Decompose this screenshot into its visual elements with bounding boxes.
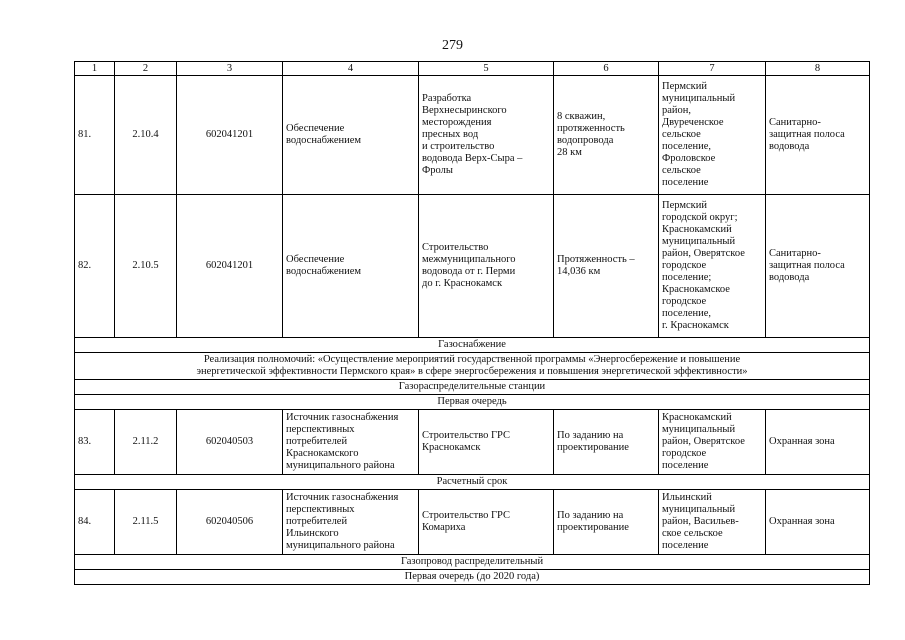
object-purpose: Обеспечение водоснабжением xyxy=(283,76,419,195)
table-row xyxy=(75,410,870,475)
section-row xyxy=(75,395,870,410)
column-number: 4 xyxy=(283,62,419,76)
table-row xyxy=(75,76,870,195)
protection-zone: Санитарно- защитная полоса водовода xyxy=(766,195,870,338)
object-purpose: Источник газоснабжения перспективных потребителей Краснокамского муниципального района xyxy=(283,410,419,475)
column-number: 8 xyxy=(766,62,870,76)
object-description: Строительство ГРС Комариха xyxy=(419,490,554,555)
column-number: 7 xyxy=(659,62,766,76)
plan-table xyxy=(74,61,870,585)
object-code: 2.11.2 xyxy=(115,410,177,475)
object-location: Краснокамский муниципальный район, Оверятское городское поселение xyxy=(659,410,766,475)
object-parameters: 8 скважин, протяженность водопровода 28 км xyxy=(554,76,659,195)
section-heading: Газораспределительные станции xyxy=(75,380,870,395)
row-number: 84. xyxy=(75,490,115,555)
section-row xyxy=(75,338,870,353)
object-location: Ильинский муниципальный район, Васильев- ское сельское поселение xyxy=(659,490,766,555)
column-number: 2 xyxy=(115,62,177,76)
object-code: 2.10.4 xyxy=(115,76,177,195)
section-heading: Газопровод распределительный xyxy=(75,555,870,570)
object-code: 2.10.5 xyxy=(115,195,177,338)
object-parameters: По заданию на проектирование xyxy=(554,490,659,555)
object-id: 602040503 xyxy=(177,410,283,475)
table-row xyxy=(75,490,870,555)
row-number: 82. xyxy=(75,195,115,338)
object-purpose: Источник газоснабжения перспективных потребителей Ильинского муниципального района xyxy=(283,490,419,555)
section-row xyxy=(75,555,870,570)
object-id: 602041201 xyxy=(177,76,283,195)
section-row xyxy=(75,475,870,490)
row-number: 83. xyxy=(75,410,115,475)
object-purpose: Обеспечение водоснабжением xyxy=(283,195,419,338)
protection-zone: Охранная зона xyxy=(766,490,870,555)
column-number-row xyxy=(75,62,870,76)
object-description: Строительство межмуниципального водовода от г. Перми до г. Краснокамск xyxy=(419,195,554,338)
object-id: 602040506 xyxy=(177,490,283,555)
object-id: 602041201 xyxy=(177,195,283,338)
protection-zone: Санитарно- защитная полоса водовода xyxy=(766,76,870,195)
table-row xyxy=(75,195,870,338)
section-heading: Первая очередь (до 2020 года) xyxy=(75,570,870,585)
section-row xyxy=(75,353,870,380)
object-description: Строительство ГРС Краснокамск xyxy=(419,410,554,475)
object-location: Пермский городской округ; Краснокамский муниципальный район, Оверятское городское поселение; Краснокамское городское поселение, г. Краснокамск xyxy=(659,195,766,338)
column-number: 5 xyxy=(419,62,554,76)
section-heading: Расчетный срок xyxy=(75,475,870,490)
column-number: 1 xyxy=(75,62,115,76)
section-heading: Реализация полномочий: «Осуществление мероприятий государственной программы «Энергосбережение и повышение энергетической эффективности Пермского края» в сфере энергосбережения и повышения энергетической эффективности» xyxy=(75,353,870,380)
protection-zone: Охранная зона xyxy=(766,410,870,475)
section-heading: Газоснабжение xyxy=(75,338,870,353)
section-heading: Первая очередь xyxy=(75,395,870,410)
section-row xyxy=(75,380,870,395)
object-parameters: Протяженность – 14,036 км xyxy=(554,195,659,338)
object-parameters: По заданию на проектирование xyxy=(554,410,659,475)
row-number: 81. xyxy=(75,76,115,195)
object-location: Пермский муниципальный район, Двуреченское сельское поселение, Фроловское сельское поселение xyxy=(659,76,766,195)
column-number: 6 xyxy=(554,62,659,76)
page-number: 279 xyxy=(442,38,463,53)
object-code: 2.11.5 xyxy=(115,490,177,555)
column-number: 3 xyxy=(177,62,283,76)
object-description: Разработка Верхнесыринского месторождения пресных вод и строительство водовода Верх-Сыра – Фролы xyxy=(419,76,554,195)
section-row xyxy=(75,570,870,585)
